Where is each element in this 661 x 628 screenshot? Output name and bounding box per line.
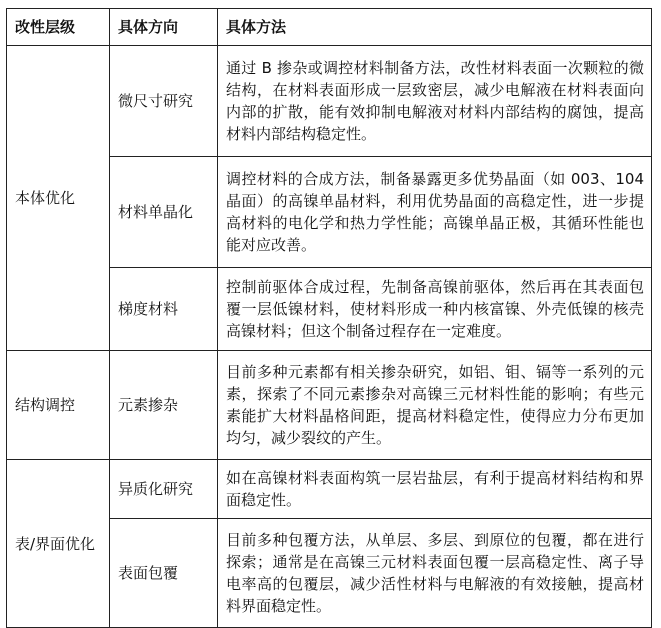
modification-table xyxy=(6,8,652,628)
direction-cell: 材料单晶化 xyxy=(110,157,218,268)
method-cell: 目前多种包覆方法，从单层、多层、到原位的包覆，都在进行探索；通常是在高镍三元材料表面包覆一层高稳定性、离子导电率高的包覆层，减少活性材料与电解液的有效接触，提高材料界面稳定性。 xyxy=(218,519,652,628)
table-row xyxy=(7,46,652,157)
method-cell: 调控材料的合成方法，制备暴露更多优势晶面（如 003、104 晶面）的高镍单晶材料，利用优势晶面的高稳定性，进一步提高材料的电化学和热力学性能；高镍单晶正极，其循环性能也能对应改善。 xyxy=(218,157,652,268)
header-method: 具体方法 xyxy=(218,9,652,46)
table-header-row xyxy=(7,9,652,46)
direction-cell: 异质化研究 xyxy=(110,460,218,519)
method-cell: 如在高镍材料表面构筑一层岩盐层，有利于提高材料结构和界面稳定性。 xyxy=(218,460,652,519)
level-cell: 表/界面优化 xyxy=(7,460,110,628)
modification-table-container xyxy=(6,8,651,628)
table-row xyxy=(7,351,652,460)
direction-cell: 表面包覆 xyxy=(110,519,218,628)
header-level: 改性层级 xyxy=(7,9,110,46)
level-cell: 结构调控 xyxy=(7,351,110,460)
level-cell: 本体优化 xyxy=(7,46,110,351)
method-cell: 控制前驱体合成过程，先制备高镍前驱体，然后再在其表面包覆一层低镍材料，使材料形成一种内核富镍、外壳低镍的核壳高镍材料；但这个制备过程存在一定难度。 xyxy=(218,268,652,351)
direction-cell: 元素掺杂 xyxy=(110,351,218,460)
table-row xyxy=(7,460,652,519)
header-direction: 具体方向 xyxy=(110,9,218,46)
direction-cell: 梯度材料 xyxy=(110,268,218,351)
method-cell: 通过 B 掺杂或调控材料制备方法，改性材料表面一次颗粒的微结构，在材料表面形成一层致密层，减少电解液在材料表面向内部的扩散，能有效抑制电解液对材料内部结构的腐蚀，提高材料内部结构稳定性。 xyxy=(218,46,652,157)
direction-cell: 微尺寸研究 xyxy=(110,46,218,157)
method-cell: 目前多种元素都有相关掺杂研究，如铝、钼、镉等一系列的元素，探索了不同元素掺杂对高镍三元材料性能的影响；有些元素能扩大材料晶格间距，提高材料稳定性，使得应力分布更加均匀，减少裂纹的产生。 xyxy=(218,351,652,460)
